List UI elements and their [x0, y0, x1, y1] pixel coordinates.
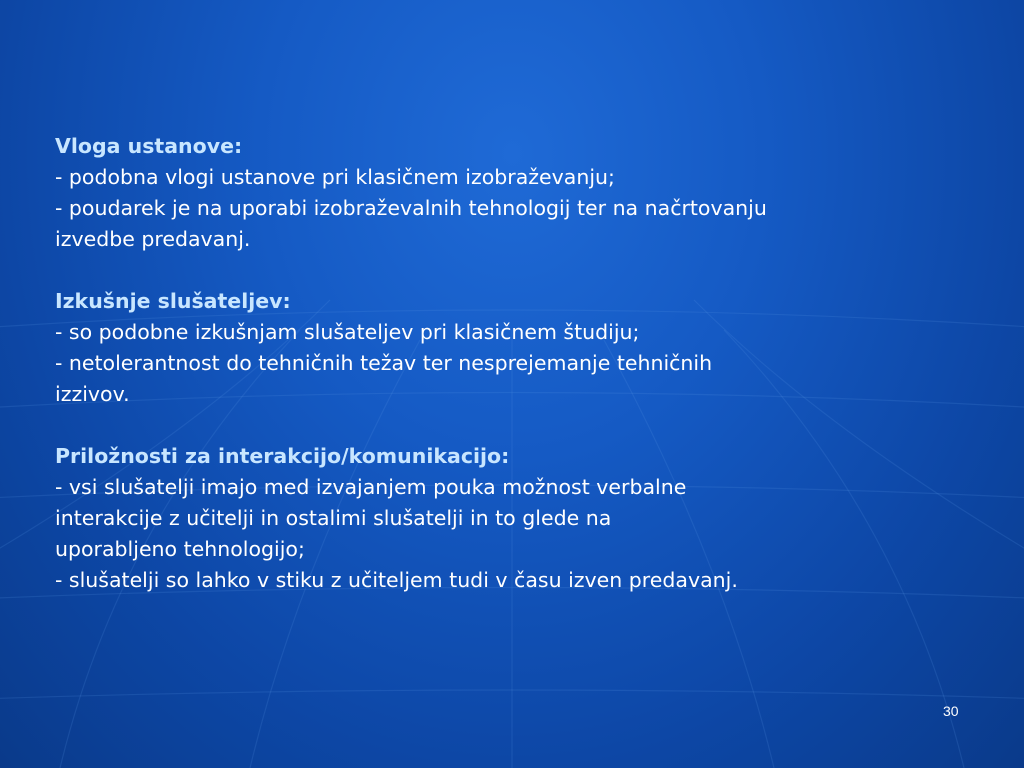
section-heading: Vloga ustanove: — [55, 134, 243, 158]
text-line: izzivov. — [55, 382, 130, 406]
text-line: - vsi slušatelji imajo med izvajanjem pouka možnost verbalne — [55, 475, 687, 499]
text-line: - podobna vlogi ustanove pri klasičnem izobraževanju; — [55, 165, 615, 189]
section-izkusnje-slusateljev — [55, 286, 985, 410]
text-line: izvedbe predavanj. — [55, 227, 251, 251]
text-line: - slušatelji so lahko v stiku z učiteljem tudi v času izven predavanj. — [55, 568, 738, 592]
text-line: - so podobne izkušnjam slušateljev pri klasičnem študiju; — [55, 320, 640, 344]
page-number: 30 — [943, 703, 959, 719]
section-heading: Priložnosti za interakcijo/komunikacijo: — [55, 444, 510, 468]
text-line: - netolerantnost do tehničnih težav ter nesprejemanje tehničnih — [55, 351, 713, 375]
section-vloga-ustanove — [55, 131, 985, 255]
text-line: interakcije z učitelji in ostalimi slušatelji in to glede na — [55, 506, 612, 530]
text-line: uporabljeno tehnologijo; — [55, 537, 305, 561]
section-heading: Izkušnje slušateljev: — [55, 289, 291, 313]
slide-content — [55, 131, 985, 627]
text-line: - poudarek je na uporabi izobraževalnih tehnologij ter na načrtovanju — [55, 196, 767, 220]
section-priloznosti-interakcija — [55, 441, 985, 596]
